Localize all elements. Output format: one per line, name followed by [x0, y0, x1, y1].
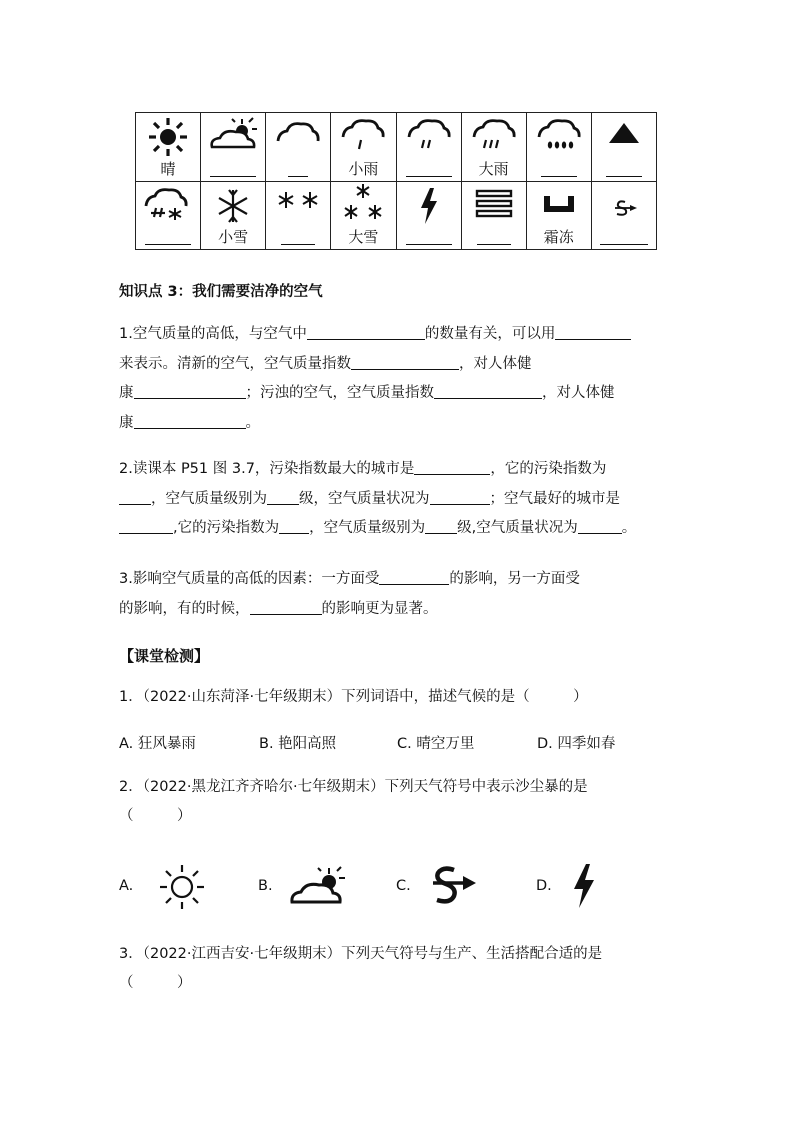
symbol-label: 小雨: [348, 159, 379, 178]
table-cell: [201, 182, 265, 250]
sandstorm-icon[interactable]: [423, 862, 479, 910]
table-cell: [266, 182, 330, 250]
weather-symbol-table: [135, 112, 657, 250]
answer-blank[interactable]: [267, 488, 299, 504]
option-d[interactable]: D. 四季如春: [537, 736, 616, 752]
table-cell: [136, 182, 200, 250]
triangle-icon: [607, 117, 641, 149]
answer-blank[interactable]: [555, 324, 631, 340]
table-cell: [462, 113, 526, 181]
answer-blank[interactable]: [134, 412, 246, 428]
answer-blank[interactable]: [210, 175, 256, 177]
moderate-rain-icon: [406, 117, 452, 155]
question-2-options: [119, 862, 639, 912]
answer-blank[interactable]: [606, 175, 642, 177]
section-title: 【课堂检测】: [119, 647, 210, 665]
option-b-label[interactable]: B.: [258, 878, 273, 894]
sun-icon[interactable]: [157, 862, 207, 912]
table-cell: [397, 113, 461, 181]
table-cell: [592, 113, 656, 181]
table-cell: [397, 182, 461, 250]
light-snow-icon: [213, 186, 253, 226]
sandstorm-icon: [609, 198, 639, 218]
paragraph-2: 2.读课本 P51 图 3.7，污染指数最大的城市是 ，它的污染指数为 ，空气质量级别为 级，空气质量状况为 ；空气最好的城市是 ,它的污染指数为 ，空气质量级别为 级,空气质量状况为 。: [119, 455, 675, 544]
question-2-stem: 2．（2022·黑龙江齐齐哈尔·七年级期末）下列天气符号中表示沙尘暴的是 （ ）: [119, 779, 588, 824]
lightning-icon: [417, 186, 441, 226]
paragraph-3: 3.影响空气质量的高低的因素：一方面受 的影响，另一方面受 的影响，有的时候， 的影响更为显著。: [119, 565, 675, 624]
symbol-label: 大雨: [478, 159, 509, 178]
sleet-icon: [143, 186, 193, 226]
answer-blank[interactable]: [600, 243, 648, 245]
answer-blank[interactable]: [119, 488, 151, 504]
answer-blank[interactable]: [145, 243, 191, 245]
option-d-label[interactable]: D.: [536, 878, 552, 894]
answer-blank[interactable]: [281, 243, 315, 245]
table-cell: [331, 113, 395, 181]
lightning-icon[interactable]: [569, 862, 599, 910]
symbol-label: 小雪: [218, 228, 249, 246]
answer-blank[interactable]: [279, 518, 309, 534]
answer-blank[interactable]: [288, 175, 308, 177]
table-row: [136, 181, 657, 250]
frost-icon: [539, 186, 579, 216]
answer-blank[interactable]: [425, 518, 457, 534]
question-1-stem: 1．（2022·山东菏泽·七年级期末）下列词语中，描述气候的是（ ）: [119, 689, 588, 705]
sun-cloud-icon[interactable]: [289, 866, 347, 908]
question-3-stem: 3．（2022·江西吉安·七年级期末）下列天气符号与生产、生活搭配合适的是 （ ）: [119, 946, 603, 991]
option-a-label[interactable]: A.: [119, 878, 134, 894]
symbol-label: 晴: [160, 159, 176, 178]
symbol-label: 霜冻: [543, 228, 574, 246]
option-c-label[interactable]: C.: [396, 878, 411, 894]
table-cell: [527, 113, 591, 181]
answer-blank[interactable]: [541, 175, 577, 177]
rainstorm-icon: [536, 117, 582, 157]
light-rain-icon: [340, 117, 386, 155]
answer-blank[interactable]: [134, 383, 246, 399]
answer-blank[interactable]: [379, 569, 449, 585]
sun-cloud-icon: [208, 117, 258, 153]
answer-blank[interactable]: [250, 598, 322, 614]
sun-icon: [146, 117, 190, 157]
answer-blank[interactable]: [578, 518, 622, 534]
option-a[interactable]: A. 狂风暴雨: [119, 736, 196, 752]
option-b[interactable]: B. 艳阳高照: [259, 736, 337, 752]
answer-blank[interactable]: [406, 175, 452, 177]
option-c[interactable]: C. 晴空万里: [397, 736, 475, 752]
answer-blank[interactable]: [430, 488, 490, 504]
table-cell: [266, 113, 330, 181]
table-cell: [527, 182, 591, 250]
table-cell: [201, 113, 265, 181]
answer-blank[interactable]: [414, 459, 490, 475]
section-heading: 知识点 3：我们需要洁净的空气: [119, 284, 323, 300]
table-cell: [462, 182, 526, 250]
answer-blank[interactable]: [307, 324, 425, 340]
answer-blank[interactable]: [119, 518, 173, 534]
answer-blank[interactable]: [406, 243, 452, 245]
cloud-icon: [275, 117, 321, 147]
table-cell: [331, 182, 395, 250]
fog-icon: [474, 186, 514, 222]
answer-blank[interactable]: [351, 353, 459, 369]
answer-blank[interactable]: [434, 383, 542, 399]
table-cell: [136, 113, 200, 181]
table-cell: [592, 182, 656, 250]
table-row: [136, 113, 657, 182]
answer-blank[interactable]: [477, 243, 511, 245]
paragraph-1: 1.空气质量的高低，与空气中 的数量有关，可以用 来表示。清新的空气，空气质量指数 ，对人体健 康 ；污浊的空气，空气质量指数 ，对人体健 康 。: [119, 320, 675, 438]
heavy-rain-icon: [471, 117, 517, 155]
symbol-label: 大雪: [348, 228, 379, 246]
moderate-snow-icon: [273, 186, 323, 216]
heavy-snow-icon: [338, 183, 388, 227]
